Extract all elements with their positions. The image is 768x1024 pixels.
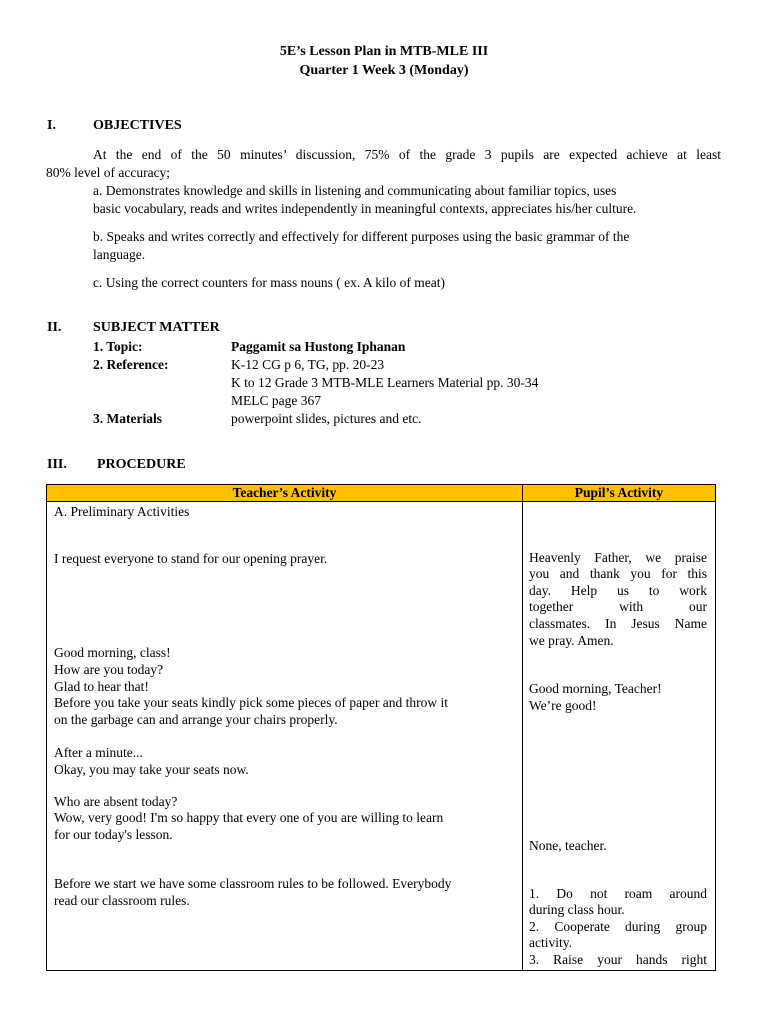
reference-line2: K to 12 Grade 3 MTB-MLE Learners Material pp. 30-34 — [231, 375, 539, 390]
pupil-prayer-4: together with our — [529, 599, 707, 614]
pupil-prayer-2: you and thank you for this — [529, 566, 707, 581]
objectives-intro-line2: 80% level of accuracy; — [46, 165, 171, 180]
pupil-greet-2: We’re good! — [529, 698, 597, 713]
teacher-seats-2: on the garbage can and arrange your chairs properly. — [54, 712, 338, 727]
teacher-activity-header: Teacher’s Activity — [47, 485, 523, 502]
procedure-table-header-row — [47, 485, 716, 502]
subject-matter-heading: SUBJECT MATTER — [93, 320, 220, 335]
document-subtitle: Quarter 1 Week 3 (Monday) — [299, 63, 469, 78]
teacher-prayer: I request everyone to stand for our opening prayer. — [54, 551, 328, 566]
pupil-prayer-3: day. Help us to work — [529, 583, 707, 598]
objective-c: c. Using the correct counters for mass nouns ( ex. A kilo of meat) — [93, 275, 446, 290]
objective-a-line1: a. Demonstrates knowledge and skills in listening and communicating about familiar topics, uses — [93, 183, 617, 198]
preliminary-activities: A. Preliminary Activities — [54, 504, 190, 519]
pupil-greet-1: Good morning, Teacher! — [529, 681, 662, 696]
reference-line3: MELC page 367 — [231, 393, 321, 408]
document-title: 5E’s Lesson Plan in MTB-MLE III — [279, 44, 489, 59]
objectives-number: I. — [47, 118, 56, 133]
reference-label: 2. Reference: — [93, 357, 169, 372]
pupil-prayer-6: we pray. Amen. — [529, 633, 614, 648]
materials-label: 3. Materials — [93, 411, 162, 426]
topic-value: Paggamit sa Hustong Iphanan — [231, 339, 406, 354]
pupil-rule1-2: during class hour. — [529, 902, 625, 917]
pupil-activity-cell — [523, 502, 716, 971]
pupil-rule3-1: 3. Raise your hands right — [529, 952, 707, 967]
materials-value: powerpoint slides, pictures and etc. — [231, 411, 422, 426]
teacher-greet-1: Good morning, class! — [54, 645, 171, 660]
teacher-rules-2: read our classroom rules. — [54, 893, 190, 908]
objective-b-line1: b. Speaks and writes correctly and effectively for different purposes using the basic grammar of the — [93, 229, 630, 244]
procedure-table — [46, 484, 716, 971]
teacher-greet-3: Glad to hear that! — [54, 679, 149, 694]
pupil-absent: None, teacher. — [529, 838, 607, 853]
teacher-greet-2: How are you today? — [54, 662, 164, 677]
teacher-absent: Who are absent today? — [54, 794, 178, 809]
reference-line1: K-12 CG p 6, TG, pp. 20-23 — [231, 357, 385, 372]
teacher-seats-1: Before you take your seats kindly pick some pieces of paper and throw it — [54, 695, 449, 710]
teacher-after-minute: After a minute... — [54, 745, 143, 760]
objectives-heading: OBJECTIVES — [93, 118, 182, 133]
objectives-intro-line1: At the end of the 50 minutes’ discussion, 75% of the grade 3 pupils are expected achieve at least — [93, 147, 721, 162]
table-row — [47, 502, 716, 971]
procedure-number: III. — [47, 457, 67, 472]
teacher-rules-1: Before we start we have some classroom rules to be followed. Everybody — [54, 876, 452, 891]
pupil-rule2-2: activity. — [529, 935, 572, 950]
pupil-rule2-1: 2. Cooperate during group — [529, 919, 707, 934]
teacher-activity-cell — [47, 502, 523, 971]
teacher-wow-1: Wow, very good! I'm so happy that every one of you are willing to learn — [54, 810, 444, 825]
procedure-heading: PROCEDURE — [97, 457, 186, 472]
pupil-activity-header: Pupil’s Activity — [523, 485, 716, 502]
pupil-prayer-1: Heavenly Father, we praise — [529, 550, 707, 565]
subject-matter-number: II. — [47, 320, 62, 335]
teacher-take-seats: Okay, you may take your seats now. — [54, 762, 249, 777]
objective-a-line2: basic vocabulary, reads and writes independently in meaningful contexts, appreciates his/her culture. — [93, 201, 637, 216]
teacher-wow-2: for our today's lesson. — [54, 827, 173, 842]
objective-b-line2: language. — [93, 247, 146, 262]
pupil-rule1-1: 1. Do not roam around — [529, 886, 707, 901]
topic-label: 1. Topic: — [93, 339, 143, 354]
pupil-prayer-5: classmates. In Jesus Name — [529, 616, 707, 631]
